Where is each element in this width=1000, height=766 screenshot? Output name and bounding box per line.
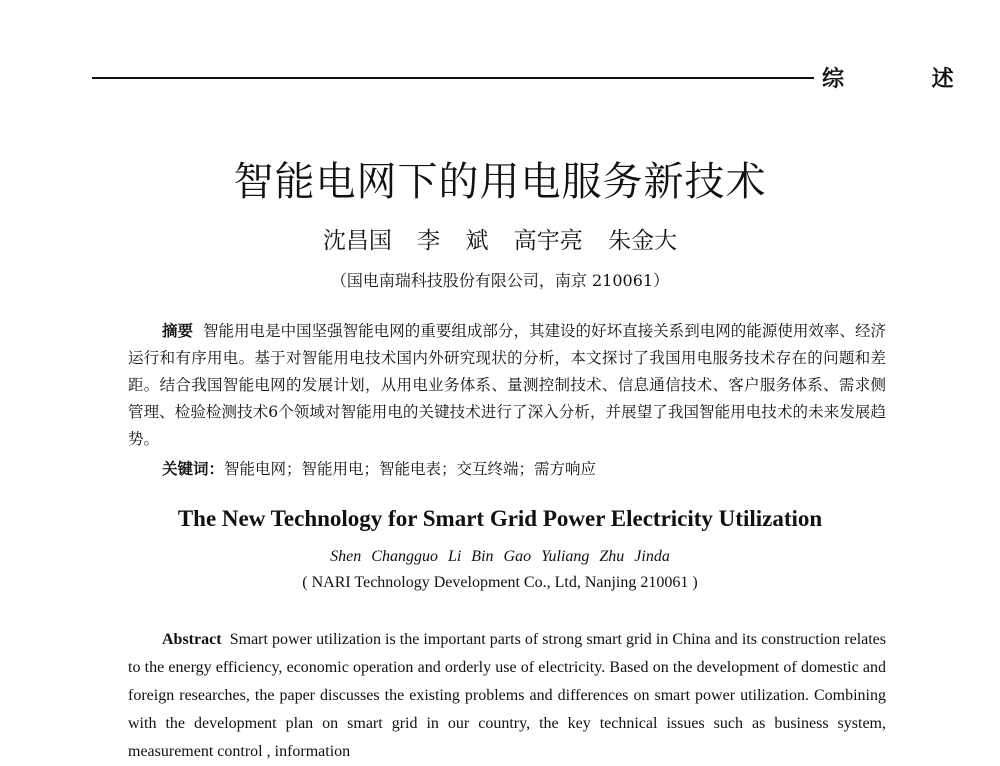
chinese-keywords-text: 智能电网；智能用电；智能电表；交互终端；需方响应: [224, 460, 597, 478]
chinese-affiliation: （国电南瑞科技股份有限公司，南京 210061）: [330, 271, 670, 290]
chinese-abstract-label: 摘要: [162, 322, 194, 340]
chinese-abstract-text: 智能用电是中国坚强智能电网的重要组成部分，其建设的好坏直接关系到电网的能源使用效率、经济运行和有序用电。基于对智能用电技术国内外研究现状的分析，本文探讨了我国用电服务技术存在的问题和差距。结合我国智能电网的发展计划，从用电业务体系、量测控制技术、信息通信技术、客户服务体系、需求侧管理、检验检测技术6个领域对智能用电的关键技术进行了深入分析，并展望了我国智能用电技术的未来发展趋势。: [128, 322, 886, 448]
section-label: 综 述: [822, 67, 994, 92]
chinese-keywords: [162, 456, 596, 483]
english-abstract-text: Smart power utilization is the important parts of strong smart grid in China and its construction relates to the energy efficiency, economic operation and orderly use of electricity. Based on the development of domestic and foreign researches, the paper discusses the existing problems and differences on smart power utilization. Combining with the development plan on smart grid in our country, the key technical issues such as business system, measurement control , information: [128, 631, 887, 760]
english-title: The New Technology for Smart Grid Power Electricity Utilization: [177, 506, 823, 531]
header-rule: [92, 77, 814, 79]
english-authors: Shen Changguo Li Bin Gao Yuliang Zhu Jinda: [330, 548, 670, 565]
chinese-keywords-label: 关键词：: [162, 460, 225, 478]
english-affiliation: ( NARI Technology Development Co., Ltd, Nanjing 210061 ): [302, 574, 698, 591]
chinese-title: 智能电网下的用电服务新技术: [233, 159, 767, 205]
english-abstract: [128, 626, 886, 766]
chinese-abstract: [128, 318, 886, 453]
chinese-authors: 沈昌国 李 斌 高宇亮 朱金大: [322, 228, 678, 254]
english-abstract-label: Abstract: [162, 631, 222, 648]
